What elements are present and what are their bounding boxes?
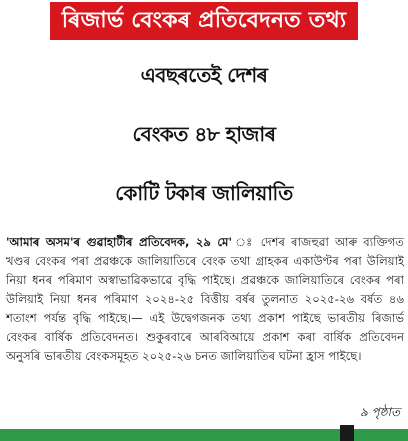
article-dateline: 'আমাৰ অসম'ৰ গুৱাহাটীৰ প্ৰতিবেদক, ২৯ মে' (6, 235, 233, 249)
headline-line-3: কোটি টকাৰ জালিয়াতি (115, 181, 293, 205)
bottom-dark-block (340, 425, 354, 441)
article-text: ঃ দেশৰ ৰাজহুৱা আৰু ব্যক্তিগত খণ্ডৰ বেংকৰ পৰা প্ৰৱঞ্চকে জালিয়াতিৰে বেংক তথা গ্ৰাহকৰ একাউণ্টৰ পৰা উলিয়াই নিয়া ধনৰ পৰিমাণ অস্বাভাৱিকভাৱে বৃদ্ধি পাইছে। প্ৰৱঞ্চকে জালিয়াতিৰে বেংকৰ পৰা উলিয়াই নিয়া ধনৰ পৰিমাণ ২০২৪-২৫ বিত্তীয় বৰ্ষৰ তুলনাত ২০২৫-২৬ বৰ্ষত ৪৬ শতাংশ পৰ্যন্ত বৃদ্ধি পাইছে।— এই উদ্বেগজনক তথ্য প্ৰকাশ পাইছে ভাৰতীয় ৰিজাৰ্ভ বেংকৰ বাৰ্ষিক প্ৰতিবেদনত। শুকুৰবাৰে আৰবিআয়ে প্ৰকাশ কৰা বাৰ্ষিক প্ৰতিবেদন অনুসৰি ভাৰতীয় বেংকসমূহত ২০২৫-২৬ চনত জালিয়াতিৰ ঘটনা হ্ৰাস পাইছে। (6, 235, 404, 363)
continued-page-reference: ৯ পৃষ্ঠাত (359, 405, 400, 419)
headline-line-2: বেংকত ৪৮ হাজাৰ (132, 122, 276, 146)
headline (0, 46, 408, 223)
headline-line-1: এবছৰতেই দেশৰ (140, 63, 268, 87)
article-body (6, 233, 404, 366)
kicker-banner-wrap (0, 0, 408, 44)
kicker-banner: ৰিজাৰ্ভ বেংকৰ প্ৰতিবেদনত তথ্য (50, 2, 359, 40)
